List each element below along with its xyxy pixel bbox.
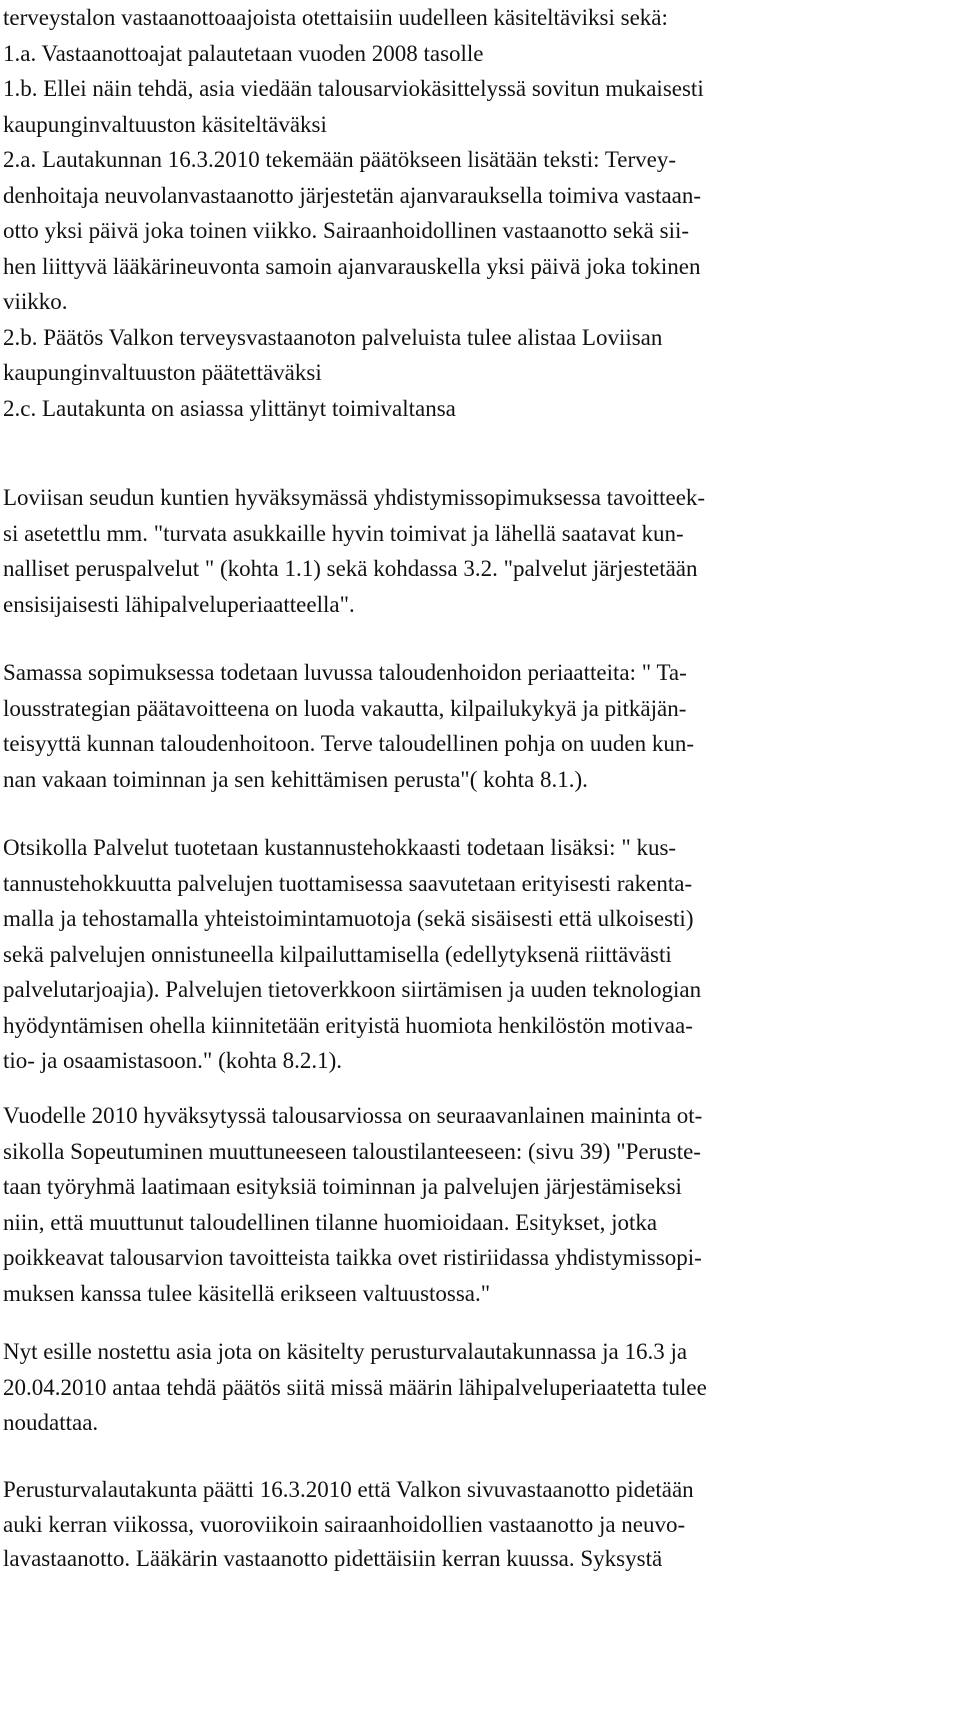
text-line: 2.c. Lautakunta on asiassa ylittänyt toimivaltansa <box>3 395 456 421</box>
text-line: denhoitaja neuvolanvastaanotto järjestetän ajanvarauksella toimiva vastaan- <box>3 182 702 208</box>
text-line: 2.a. Lautakunnan 16.3.2010 tekemään päätökseen lisätään teksti: Tervey- <box>3 147 677 172</box>
text-line: hen liittyvä lääkärineuvonta samoin ajanvarauskella yksi päivä joka tokinen <box>3 253 701 279</box>
paragraph-merger-agreement <box>3 480 953 622</box>
text-line: hyödyntämisen ohella kiinnitetään erityistä huomiota henkilöstön motivaa- <box>3 1012 693 1038</box>
text-line: sikolla Sopeutuminen muuttuneeseen taloustilanteeseen: (sivu 39) "Peruste- <box>3 1138 701 1164</box>
text-line: palvelutarjoajia). Palvelujen tietoverkkoon siirtämisen ja uuden teknologian <box>3 977 702 1002</box>
text-line: 2.b. Päätös Valkon terveysvastaanoton palveluista tulee alistaa Loviisan <box>3 324 663 350</box>
text-line: tannustehokkuutta palvelujen tuottamisessa saavutetaan erityisesti rakenta- <box>3 870 693 896</box>
paragraph-board-decision <box>3 1473 953 1577</box>
text-line: 20.04.2010 antaa tehdä päätös siitä missä määrin lähipalveluperiaatetta tulee <box>3 1374 707 1400</box>
text-line: nalliset peruspalvelut " (kohta 1.1) sekä kohdassa 3.2. "palvelut järjestetään <box>3 556 698 581</box>
paragraph-cost-efficiency <box>3 830 953 1079</box>
text-line: niin, että muuttunut taloudellinen tilanne huomioidaan. Esitykset, jotka <box>3 1209 658 1235</box>
text-line: 1.b. Ellei näin tehdä, asia viedään talousarviokäsittelyssä sovitun mukaisesti <box>3 76 704 101</box>
text-line: muksen kanssa tulee käsitellä erikseen valtuustossa." <box>3 1280 491 1306</box>
text-line: kaupunginvaltuuston päätettäväksi <box>3 360 322 385</box>
text-line: Loviisan seudun kuntien hyväksymässä yhdistymissopimuksessa tavoitteek- <box>3 485 706 510</box>
paragraph-current-matter <box>3 1334 953 1441</box>
text-line: poikkeavat talousarvion tavoitteista taikka ovet ristiriidassa yhdistymissopi- <box>3 1245 702 1270</box>
text-line: Otsikolla Palvelut tuotetaan kustannustehokkaasti todetaan lisäksi: " kus- <box>3 835 677 860</box>
paragraph-decision-items <box>3 0 953 426</box>
text-line: viikko. <box>3 289 68 314</box>
text-line: Perusturvalautakunta päätti 16.3.2010 että Valkon sivuvastaanotto pidetään <box>3 1477 694 1502</box>
text-line: Samassa sopimuksessa todetaan luvussa taloudenhoidon periaatteita: " Ta- <box>3 660 687 685</box>
text-line: Vuodelle 2010 hyväksytyssä talousarviossa on seuraavanlainen maininta ot- <box>3 1103 703 1128</box>
text-line: 1.a. Vastaanottoajat palautetaan vuoden 2008 tasolle <box>3 40 484 66</box>
text-line: sekä palvelujen onnistuneella kilpailuttamisella (edellytyksenä riittävästi <box>3 941 672 967</box>
text-line: teisyyttä kunnan taloudenhoitoon. Terve taloudellinen pohja on uuden kun- <box>3 731 695 756</box>
text-line: lavastaanotto. Lääkärin vastaanotto pidettäisiin kerran kuussa. Syksystä <box>3 1546 663 1571</box>
text-line: otto yksi päivä joka toinen viikko. Sairaanhoidollinen vastaanotto sekä sii- <box>3 218 690 243</box>
text-line: noudattaa. <box>3 1410 99 1435</box>
text-line: malla ja tehostamalla yhteistoimintamuotoja (sekä sisäisesti että ulkoisesti) <box>3 906 694 931</box>
text-line: terveystalon vastaanottoaajoista otettaisiin uudelleen käsiteltäviksi sekä: <box>3 5 668 30</box>
paragraph-budget-2010 <box>3 1098 953 1311</box>
text-line: tio- ja osaamistasoon." (kohta 8.2.1). <box>3 1048 342 1073</box>
text-line: kaupunginvaltuuston käsiteltäväksi <box>3 111 327 137</box>
text-line: lousstrategian päätavoitteena on luoda vakautta, kilpailukykyä ja pitkäjän- <box>3 695 687 721</box>
text-line: Nyt esille nostettu asia jota on käsitelty perusturvalautakunnassa ja 16.3 ja <box>3 1339 688 1364</box>
text-line: si asetettlu mm. "turvata asukkaille hyvin toimivat ja lähellä saatavat kun- <box>3 520 684 546</box>
text-line: auki kerran viikossa, vuoroviikoin sairaanhoidollien vastaanotto ja neuvo- <box>3 1511 686 1537</box>
text-line: taan työryhmä laatimaan esityksiä toiminnan ja palvelujen järjestämiseksi <box>3 1174 682 1199</box>
text-line: ensisijaisesti lähipalveluperiaatteella". <box>3 591 355 617</box>
text-line: nan vakaan toiminnan ja sen kehittämisen perusta"( kohta 8.1.). <box>3 766 588 792</box>
paragraph-financial-principles <box>3 655 953 797</box>
